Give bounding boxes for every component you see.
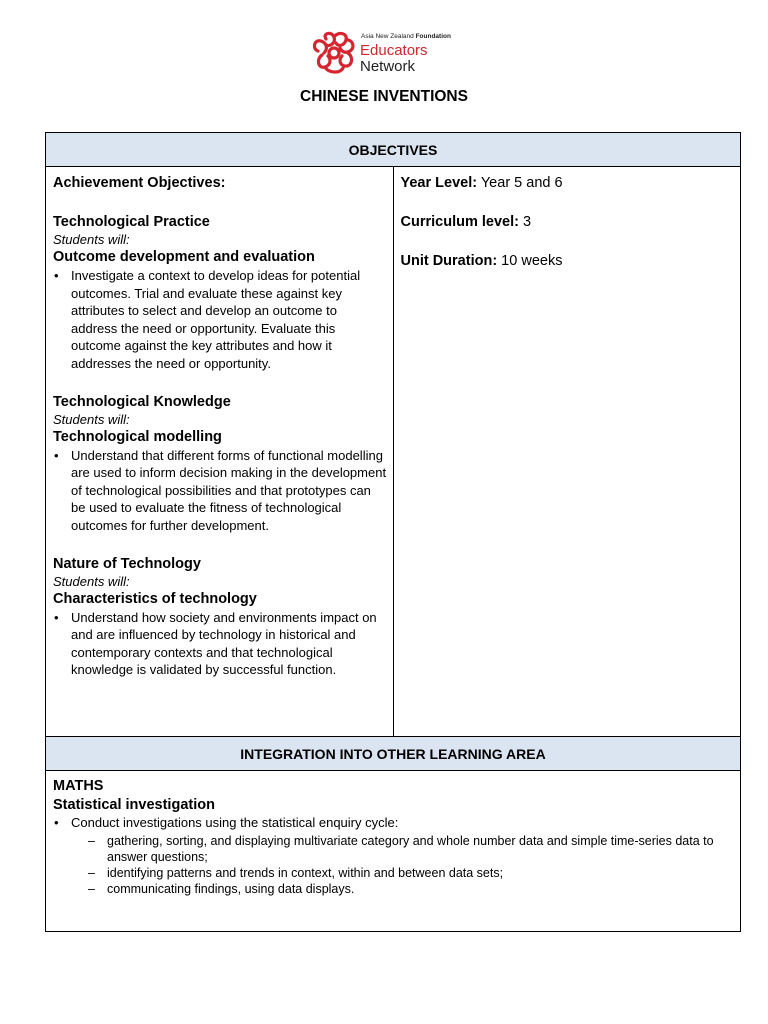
document-title: CHINESE INVENTIONS [300,88,468,105]
dash-item: – identifying patterns and trends in context, within and between data sets; [107,865,734,881]
students-will-label: Students will: [53,573,130,589]
logo-line-network: Network [360,58,416,75]
logo-line-educators: Educators [360,42,428,59]
students-will-label: Students will: [53,411,130,427]
foundation-name: Asia New Zealand Foundation [361,33,451,40]
strand-heading: Statistical investigation [53,797,215,813]
achievement-objectives-cell [46,167,394,737]
achievement-heading: Achievement Objectives: [53,175,226,191]
knot-logo-icon [312,31,358,75]
curriculum-level: Curriculum level: 3 [400,214,532,230]
bullet-list [53,815,734,897]
students-will-label: Students will: [53,232,130,247]
year-level: Year Level: Year 5 and 6 [400,175,563,191]
bullet-list [53,447,387,535]
unit-duration: Unit Duration: 10 weeks [400,253,563,269]
section-title: Technological Knowledge [53,393,231,410]
unit-details-cell [393,167,741,737]
bullet-list [53,267,387,373]
bullet-list [53,609,387,679]
integration-header: INTEGRATION INTO OTHER LEARNING AREA [46,737,741,771]
dash-item: – communicating findings, using data displays. [107,881,734,897]
list-item: • Understand that different forms of functional modelling are used to inform decision making in the development of technological possibilities and that prototypes can be used to evaluate the fitness of technological outcomes for further development. [71,447,387,535]
section-subtitle: Technological modelling [53,428,222,445]
section-subtitle: Outcome development and evaluation [53,249,315,265]
dash-item: – gathering, sorting, and displaying multivariate category and whole number data and simple time-series data to answer questions; [107,833,734,865]
section-subtitle: Characteristics of technology [53,590,257,607]
integration-cell [46,771,741,932]
list-item: • Understand how society and environments impact on and are influenced by technology in historical and contemporary contexts and that technological knowledge is validated by successful function. [71,609,387,679]
section-title: Nature of Technology [53,555,201,572]
list-item: • Conduct investigations using the statistical enquiry cycle: – gathering, sorting, and displaying multivariate category and whole number data and simple time-series data to answer questions; – identifying patterns and trends in context, within and between data sets; – communicating findings, using data displays. [71,815,734,897]
list-item: • Investigate a context to develop ideas for potential outcomes. Trial and evaluate these against key attributes to select and develop an outcome to address the need or opportunity. Evaluate this outcome against the key attributes and how it addresses the need or opportunity. [71,267,387,373]
dash-list [71,833,734,897]
section-title: Technological Practice [53,214,210,230]
objectives-table [45,132,741,932]
educators-network-logo [312,31,472,75]
subject-heading: MATHS [53,778,104,794]
objectives-header: OBJECTIVES [46,133,741,167]
